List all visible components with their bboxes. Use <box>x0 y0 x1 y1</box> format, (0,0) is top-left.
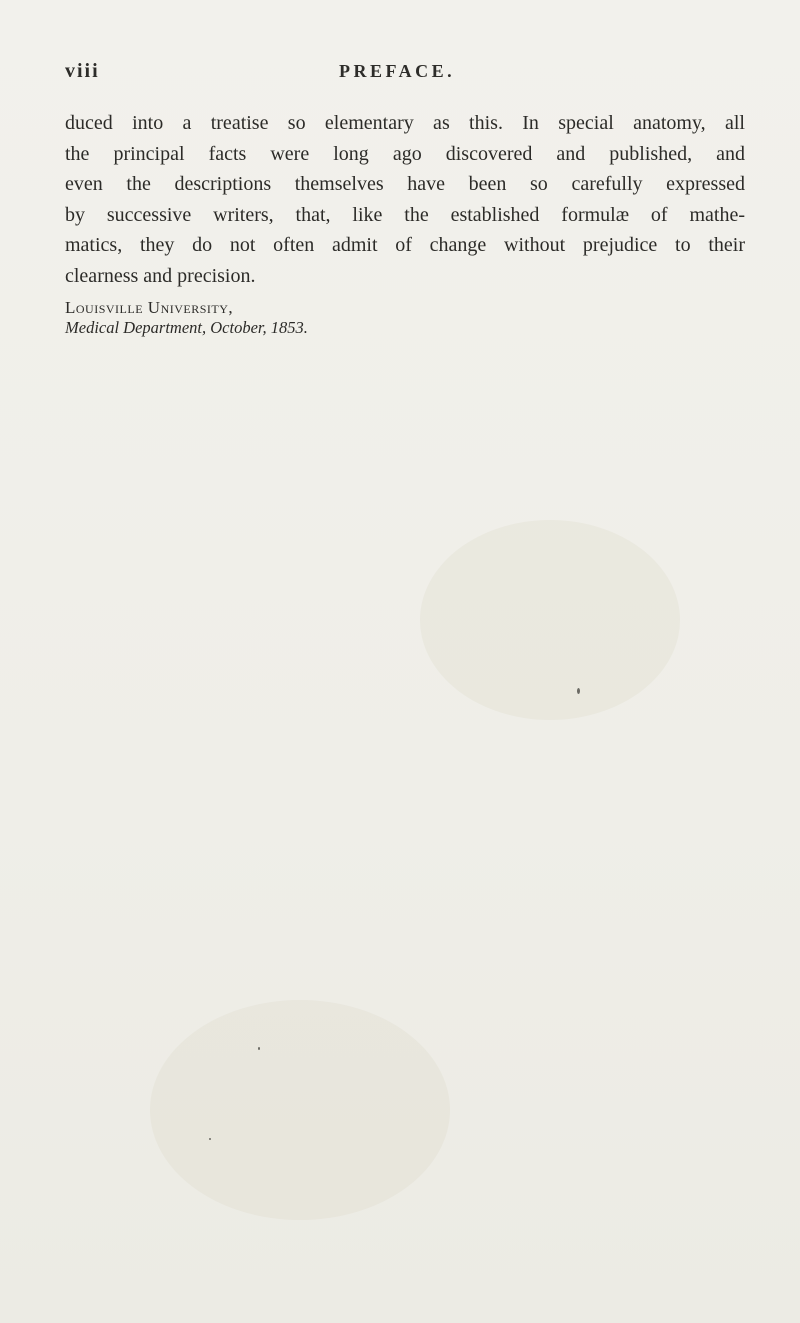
ink-speck <box>258 1047 260 1050</box>
ink-speck <box>209 1138 211 1140</box>
text-line: matics, they do not often admit of change without prejudice to their <box>65 234 745 256</box>
page-header <box>65 60 740 90</box>
ink-speck <box>577 688 580 694</box>
paper-stain <box>420 520 680 720</box>
text-line: by successive writers, that, like the established formulæ of mathe- <box>65 203 745 226</box>
running-head: PREFACE. <box>339 61 456 81</box>
paper-stain <box>150 1000 450 1220</box>
signature-institution: Louisville University, <box>65 298 234 317</box>
body-paragraph <box>65 108 745 291</box>
text-line: even the descriptions themselves have been so carefully expressed <box>65 173 745 195</box>
page-number: viii <box>65 60 100 82</box>
text-line: clearness and precision. <box>65 264 256 287</box>
text-line: duced into a treatise so elementary as this. In special anatomy, all <box>65 112 745 134</box>
text-line: the principal facts were long ago discovered and published, and <box>65 142 745 165</box>
signature-block <box>65 298 565 338</box>
signature-department-date: Medical Department, October, 1853. <box>65 318 308 337</box>
